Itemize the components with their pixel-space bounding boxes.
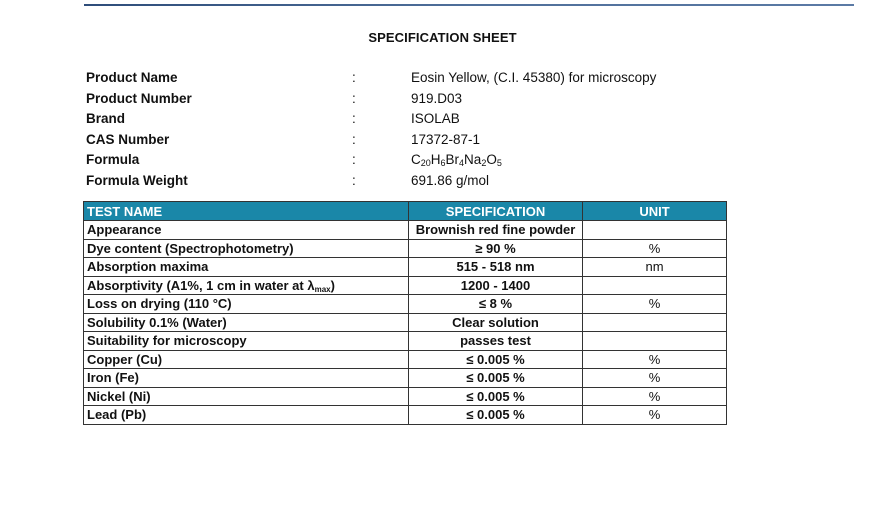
table-row <box>84 387 727 406</box>
specification-cell: ≤ 0.005 % <box>409 369 583 388</box>
specification-cell: Clear solution <box>409 313 583 332</box>
test-name-cell: Iron (Fe) <box>84 369 409 388</box>
table-body <box>84 221 727 425</box>
test-name-cell: Nickel (Ni) <box>84 387 409 406</box>
test-name-cell: Absorption maxima <box>84 258 409 277</box>
info-colon: : <box>352 90 356 106</box>
info-label: Formula Weight <box>86 172 188 188</box>
unit-cell: % <box>583 406 727 425</box>
table-row <box>84 239 727 258</box>
unit-cell <box>583 332 727 351</box>
formula-value: $C_{20}H_6Br_4Na_2O_5$ <box>411 152 502 168</box>
top-rule <box>84 4 854 6</box>
unit-cell <box>583 221 727 240</box>
table-row <box>84 295 727 314</box>
column-header-unit: UNIT <box>583 202 727 221</box>
test-name-cell: Suitability for microscopy <box>84 332 409 351</box>
table-header-row <box>84 202 727 221</box>
info-label: Product Name <box>86 70 178 85</box>
table-row <box>84 258 727 277</box>
specification-table <box>83 201 727 425</box>
specification-cell: ≤ 0.005 % <box>409 387 583 406</box>
info-label: Product Number <box>86 90 192 106</box>
test-name-cell: Dye content (Spectrophotometry) <box>84 239 409 258</box>
table-row <box>84 406 727 425</box>
info-label: Formula <box>86 152 140 167</box>
table-row <box>84 313 727 332</box>
unit-cell: % <box>583 239 727 258</box>
info-label: CAS Number <box>86 131 170 147</box>
test-name-cell: Loss on drying (110 °C) <box>84 295 409 314</box>
specification-cell: 1200 - 1400 <box>409 276 583 295</box>
info-value: ISOLAB <box>411 111 460 126</box>
table-row <box>84 350 727 369</box>
info-value: Eosin Yellow, (C.I. 45380) for microscopy <box>411 70 657 85</box>
table-row <box>84 276 727 295</box>
unit-cell: nm <box>583 258 727 277</box>
unit-cell <box>583 276 727 295</box>
specification-cell: passes test <box>409 332 583 351</box>
unit-cell: % <box>583 350 727 369</box>
info-value: 919.D03 <box>411 90 463 106</box>
column-header-specification: SPECIFICATION <box>409 202 583 221</box>
info-colon: : <box>352 152 356 167</box>
info-colon: : <box>352 131 356 147</box>
specification-cell: 515 - 518 nm <box>409 258 583 277</box>
specification-cell: ≤ 0.005 % <box>409 406 583 425</box>
specification-cell: Brownish red fine powder <box>409 221 583 240</box>
info-colon: : <box>352 111 356 126</box>
table-row <box>84 369 727 388</box>
specification-cell: ≤ 8 % <box>409 295 583 314</box>
test-name-cell: Solubility 0.1% (Water) <box>84 313 409 332</box>
unit-cell <box>583 313 727 332</box>
unit-cell: % <box>583 369 727 388</box>
test-name-cell: Copper (Cu) <box>84 350 409 369</box>
info-colon: : <box>352 172 356 188</box>
specification-cell: ≤ 0.005 % <box>409 350 583 369</box>
specification-cell: ≥ 90 % <box>409 239 583 258</box>
info-colon: : <box>352 70 356 85</box>
unit-cell: % <box>583 387 727 406</box>
test-name-cell: Lead (Pb) <box>84 406 409 425</box>
info-value: 691.86 g/mol <box>411 172 490 188</box>
table-row <box>84 221 727 240</box>
info-label: Brand <box>86 111 126 126</box>
test-name-cell: Absorptivity (A1%, 1 cm in water at $\lambda_{max}$) <box>84 276 409 295</box>
table-row <box>84 332 727 351</box>
unit-cell: % <box>583 295 727 314</box>
column-header-test-name: TEST NAME <box>84 202 409 221</box>
info-value: 17372-87-1 <box>411 131 481 147</box>
test-name-cell: Appearance <box>84 221 409 240</box>
document-title: SPECIFICATION SHEET <box>368 30 517 45</box>
